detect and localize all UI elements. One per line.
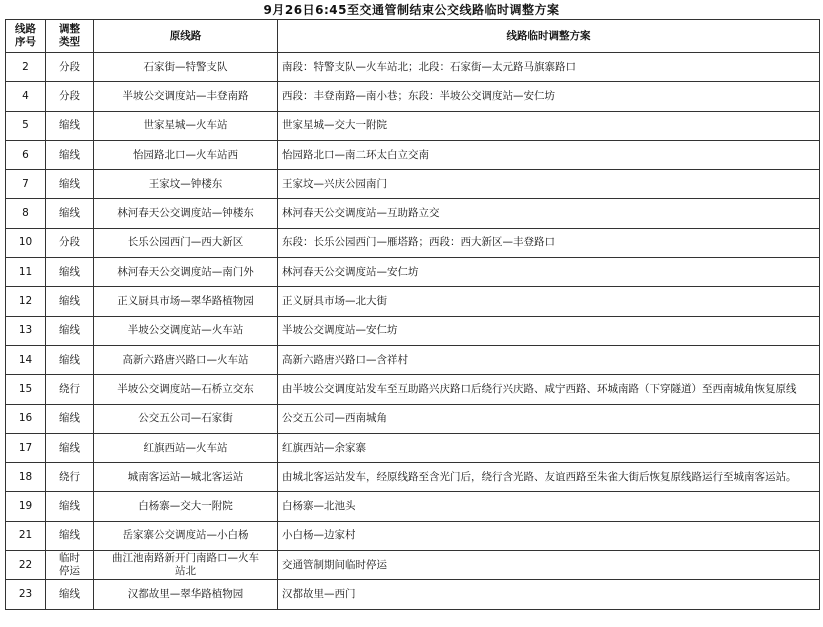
original-route: 公交五公司—石家街 (94, 404, 278, 433)
adjust-type: 缩线 (46, 521, 94, 550)
table-row (6, 521, 820, 550)
original-route: 红旗西站—火车站 (94, 433, 278, 462)
table-row (6, 316, 820, 345)
route-number: 6 (6, 140, 46, 169)
route-number: 22 (6, 551, 46, 580)
adjust-type: 缩线 (46, 170, 94, 199)
original-route: 怡园路北口—火车站西 (94, 140, 278, 169)
adjust-type: 缩线 (46, 287, 94, 316)
temporary-plan: 半坡公交调度站—安仁坊 (278, 316, 820, 345)
original-route: 白杨寨—交大一附院 (94, 492, 278, 521)
route-number: 21 (6, 521, 46, 550)
adjust-type: 绕行 (46, 463, 94, 492)
temporary-plan: 东段：长乐公园西门—雁塔路；西段：西大新区—丰登路口 (278, 228, 820, 257)
original-route: 半坡公交调度站—丰登南路 (94, 82, 278, 111)
adjust-type: 缩线 (46, 433, 94, 462)
table-row (6, 404, 820, 433)
route-number: 2 (6, 53, 46, 82)
table-row (6, 111, 820, 140)
route-number: 5 (6, 111, 46, 140)
adjust-type: 缩线 (46, 140, 94, 169)
temporary-plan: 由半坡公交调度站发车至互助路兴庆路口后绕行兴庆路、咸宁西路、环城南路（下穿隧道）至西南城角恢复原线 (278, 375, 820, 404)
adjust-type: 分段 (46, 228, 94, 257)
temporary-plan: 南段：特警支队—火车站北；北段：石家街—太元路马旗寨路口 (278, 53, 820, 82)
route-number: 16 (6, 404, 46, 433)
route-adjustment-table (5, 19, 820, 610)
temporary-plan: 高新六路唐兴路口—含祥村 (278, 345, 820, 374)
temporary-plan: 白杨寨—北池头 (278, 492, 820, 521)
table-row (6, 170, 820, 199)
temporary-plan: 小白杨—边家村 (278, 521, 820, 550)
table-header-row (6, 20, 820, 53)
temporary-plan: 汉都故里—西门 (278, 580, 820, 609)
original-route: 林河春天公交调度站—南门外 (94, 258, 278, 287)
table-row (6, 433, 820, 462)
adjust-type: 临时 停运 (46, 551, 94, 580)
header-temporary-plan: 线路临时调整方案 (278, 20, 820, 53)
original-route: 曲江池南路新开门南路口—火车 站北 (94, 551, 278, 580)
adjust-type: 缩线 (46, 404, 94, 433)
document-title: 9月26日6:45至交通管制结束公交线路临时调整方案 (263, 3, 560, 17)
table-row (6, 228, 820, 257)
table-row (6, 580, 820, 609)
original-route: 林河春天公交调度站—钟楼东 (94, 199, 278, 228)
original-route: 世家星城—火车站 (94, 111, 278, 140)
table-row (6, 82, 820, 111)
table-row (6, 463, 820, 492)
header-route-number: 线路 序号 (6, 20, 46, 53)
route-number: 7 (6, 170, 46, 199)
original-route: 长乐公园西门—西大新区 (94, 228, 278, 257)
route-number: 18 (6, 463, 46, 492)
route-number: 19 (6, 492, 46, 521)
original-route: 石家街—特警支队 (94, 53, 278, 82)
route-number: 14 (6, 345, 46, 374)
table-row (6, 345, 820, 374)
table-row (6, 375, 820, 404)
route-number: 15 (6, 375, 46, 404)
route-number: 17 (6, 433, 46, 462)
original-route: 正义厨具市场—翠华路植物园 (94, 287, 278, 316)
temporary-plan: 林河春天公交调度站—安仁坊 (278, 258, 820, 287)
route-number: 12 (6, 287, 46, 316)
temporary-plan: 红旗西站—余家寨 (278, 433, 820, 462)
route-number: 4 (6, 82, 46, 111)
table-row (6, 140, 820, 169)
temporary-plan: 正义厨具市场—北大街 (278, 287, 820, 316)
temporary-plan: 世家星城—交大一附院 (278, 111, 820, 140)
original-route: 高新六路唐兴路口—火车站 (94, 345, 278, 374)
temporary-plan: 怡园路北口—南二环太白立交南 (278, 140, 820, 169)
route-number: 10 (6, 228, 46, 257)
table-row (6, 551, 820, 580)
table-row (6, 199, 820, 228)
adjust-type: 缩线 (46, 111, 94, 140)
original-route: 半坡公交调度站—火车站 (94, 316, 278, 345)
original-route: 半坡公交调度站—石桥立交东 (94, 375, 278, 404)
adjust-type: 缩线 (46, 258, 94, 287)
adjust-type: 缩线 (46, 199, 94, 228)
route-number: 11 (6, 258, 46, 287)
original-route: 王家坟—钟楼东 (94, 170, 278, 199)
table-row (6, 53, 820, 82)
temporary-plan: 交通管制期间临时停运 (278, 551, 820, 580)
adjust-type: 绕行 (46, 375, 94, 404)
route-number: 23 (6, 580, 46, 609)
temporary-plan: 林河春天公交调度站—互助路立交 (278, 199, 820, 228)
original-route: 岳家寨公交调度站—小白杨 (94, 521, 278, 550)
original-route: 汉都故里—翠华路植物园 (94, 580, 278, 609)
temporary-plan: 西段：丰登南路—南小巷；东段：半坡公交调度站—安仁坊 (278, 82, 820, 111)
route-number: 13 (6, 316, 46, 345)
route-number: 8 (6, 199, 46, 228)
temporary-plan: 王家坟—兴庆公园南门 (278, 170, 820, 199)
adjust-type: 缩线 (46, 345, 94, 374)
temporary-plan: 由城北客运站发车，经原线路至含光门后，绕行含光路、友谊西路至朱雀大街后恢复原线路运行至城南客运站。 (278, 463, 820, 492)
table-row (6, 287, 820, 316)
header-original-route: 原线路 (94, 20, 278, 53)
table-row (6, 492, 820, 521)
adjust-type: 分段 (46, 82, 94, 111)
table-row (6, 258, 820, 287)
adjust-type: 分段 (46, 53, 94, 82)
adjust-type: 缩线 (46, 492, 94, 521)
adjust-type: 缩线 (46, 316, 94, 345)
temporary-plan: 公交五公司—西南城角 (278, 404, 820, 433)
original-route: 城南客运站—城北客运站 (94, 463, 278, 492)
adjust-type: 缩线 (46, 580, 94, 609)
header-adjust-type: 调整 类型 (46, 20, 94, 53)
